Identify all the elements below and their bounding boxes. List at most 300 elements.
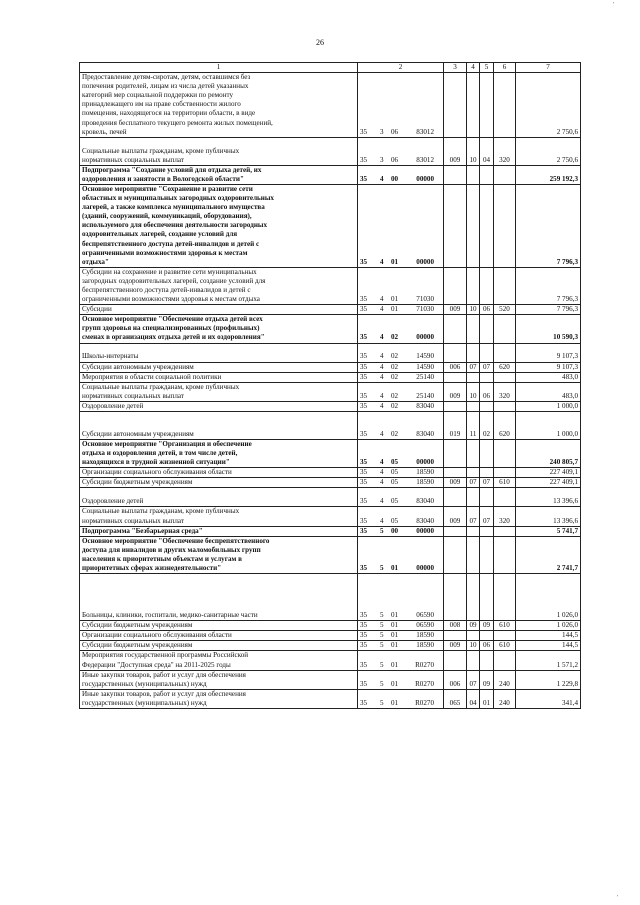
target-article-code xyxy=(358,507,444,526)
subsection-code: 06 xyxy=(480,305,494,315)
subsection-code xyxy=(480,267,494,304)
table-row xyxy=(80,440,581,468)
code-part-p3: 01 xyxy=(391,660,399,669)
table-row xyxy=(80,401,581,411)
code-part-p2: 5 xyxy=(380,621,384,630)
section-code xyxy=(467,343,480,362)
ministry-code xyxy=(444,73,467,138)
subsection-code xyxy=(480,165,494,184)
amount: 2 750,6 xyxy=(516,137,581,165)
code-part-p3: 01 xyxy=(391,611,399,620)
amount: 1 571,2 xyxy=(516,651,581,670)
target-article-code xyxy=(358,315,444,343)
ministry-code: 006 xyxy=(444,670,467,689)
amount: 9 107,3 xyxy=(516,362,581,372)
code-part-p3: 02 xyxy=(391,333,399,342)
expense-type-code xyxy=(494,267,516,304)
section-code xyxy=(467,372,480,382)
subsection-code: 01 xyxy=(480,689,494,708)
amount: 1 026,0 xyxy=(516,621,581,631)
row-name: Мероприятия в области социальной политики xyxy=(80,372,358,382)
row-name: Субсидии автономным учреждениям xyxy=(80,362,358,372)
header-col-6: 6 xyxy=(494,63,516,73)
subsection-code: 04 xyxy=(480,137,494,165)
target-article-code xyxy=(358,526,444,536)
code-part-p3: 02 xyxy=(391,372,399,381)
code-part-p1: 35 xyxy=(360,611,368,620)
header-col-4: 4 xyxy=(467,63,480,73)
code-part-p4: 83040 xyxy=(416,516,434,525)
code-part-p3: 01 xyxy=(391,641,399,650)
subsection-code: 06 xyxy=(480,641,494,651)
table-row xyxy=(80,536,581,573)
subsection-code xyxy=(480,468,494,478)
ministry-code: 009 xyxy=(444,641,467,651)
table-row xyxy=(80,488,581,507)
code-part-p3: 02 xyxy=(391,401,399,410)
subsection-code xyxy=(480,488,494,507)
expense-type-code xyxy=(494,73,516,138)
expense-type-code xyxy=(494,536,516,573)
code-part-p3: 02 xyxy=(391,429,399,438)
expense-type-code xyxy=(494,468,516,478)
amount: 7 796,3 xyxy=(516,184,581,267)
row-name: Школы-интернаты xyxy=(80,343,358,362)
table-row xyxy=(80,137,581,165)
expense-type-code: 320 xyxy=(494,137,516,165)
section-code: 04 xyxy=(467,689,480,708)
section-code: 07 xyxy=(467,670,480,689)
expense-type-code xyxy=(494,372,516,382)
code-part-p2: 4 xyxy=(380,401,384,410)
expense-type-code: 610 xyxy=(494,641,516,651)
code-part-p1: 35 xyxy=(360,372,368,381)
amount: 341,4 xyxy=(516,689,581,708)
expense-type-code: 320 xyxy=(494,507,516,526)
code-part-p4: R0270 xyxy=(415,698,434,707)
scan-mark: ' xyxy=(617,895,619,901)
code-part-p4: 71030 xyxy=(416,305,434,314)
expense-type-code xyxy=(494,440,516,468)
code-part-p4: 25140 xyxy=(416,391,434,400)
ministry-code: 009 xyxy=(444,305,467,315)
code-part-p4: 83012 xyxy=(416,155,434,164)
header-col-2: 2 xyxy=(358,63,444,73)
code-part-p4: R0270 xyxy=(415,679,434,688)
target-article-code xyxy=(358,412,444,440)
table-row xyxy=(80,267,581,304)
code-part-p4: 00000 xyxy=(416,257,434,266)
code-part-p2: 4 xyxy=(380,257,384,266)
ministry-code: 009 xyxy=(444,382,467,401)
code-part-p1: 35 xyxy=(360,564,368,573)
code-part-p2: 4 xyxy=(380,458,384,467)
subsection-code xyxy=(480,526,494,536)
code-part-p2: 4 xyxy=(380,333,384,342)
table-row xyxy=(80,305,581,315)
code-part-p3: 05 xyxy=(391,478,399,487)
code-part-p4: 00000 xyxy=(416,564,434,573)
row-name: Основное мероприятие "Организация и обеспечение отдыха и оздоровления детей, в том числе детей, находящихся в трудной жизненной ситуации" xyxy=(80,440,358,468)
code-part-p2: 3 xyxy=(380,127,384,136)
code-part-p4: 14590 xyxy=(416,362,434,371)
row-name: Основное мероприятие "Сохранение и развитие сети областных и муниципальных загородных оздоровительных лагерей, а также комплекса муниципального имущества (зданий, сооружений, коммуникаций, оборудования), используемого для обеспечения деятельности загородных оздоровительных лагерей, создание условий для беспрепятственного доступа детей-инвалидов и детей с ограниченными возможностями здоровья к местам отдыха" xyxy=(80,184,358,267)
table-row xyxy=(80,689,581,708)
target-article-code xyxy=(358,574,444,621)
subsection-code: 07 xyxy=(480,362,494,372)
header-col-1: 1 xyxy=(80,63,358,73)
subsection-code xyxy=(480,651,494,670)
table-row xyxy=(80,641,581,651)
target-article-code xyxy=(358,372,444,382)
subsection-code xyxy=(480,372,494,382)
amount: 144,5 xyxy=(516,641,581,651)
target-article-code xyxy=(358,184,444,267)
code-part-p1: 35 xyxy=(360,478,368,487)
code-part-p3: 05 xyxy=(391,497,399,506)
amount: 9 107,3 xyxy=(516,343,581,362)
section-code: 07 xyxy=(467,362,480,372)
subsection-code xyxy=(480,73,494,138)
expense-type-code xyxy=(494,401,516,411)
code-part-p2: 5 xyxy=(380,679,384,688)
code-part-p2: 4 xyxy=(380,516,384,525)
subsection-code xyxy=(480,401,494,411)
code-part-p2: 4 xyxy=(380,429,384,438)
ministry-code xyxy=(444,165,467,184)
code-part-p2: 4 xyxy=(380,372,384,381)
ministry-code xyxy=(444,401,467,411)
row-name: Организации социального обслуживания области xyxy=(80,631,358,641)
ministry-code: 019 xyxy=(444,412,467,440)
amount: 1 026,0 xyxy=(516,574,581,621)
scan-mark: ' xyxy=(613,2,615,8)
amount: 1 000,0 xyxy=(516,412,581,440)
table-row xyxy=(80,621,581,631)
target-article-code xyxy=(358,689,444,708)
expense-type-code: 240 xyxy=(494,670,516,689)
section-code: 11 xyxy=(467,412,480,440)
row-name: Иные закупки товаров, работ и услуг для обеспечения государственных (муниципальных) нужд xyxy=(80,670,358,689)
table-row xyxy=(80,412,581,440)
section-code: 10 xyxy=(467,641,480,651)
ministry-code: 006 xyxy=(444,362,467,372)
target-article-code xyxy=(358,468,444,478)
section-code xyxy=(467,536,480,573)
amount: 144,5 xyxy=(516,631,581,641)
row-name: Организации социального обслуживания области xyxy=(80,468,358,478)
table-body xyxy=(80,73,581,709)
code-part-p1: 35 xyxy=(360,660,368,669)
subsection-code: 07 xyxy=(480,478,494,488)
row-name: Субсидии автономным учреждениям xyxy=(80,412,358,440)
section-code xyxy=(467,488,480,507)
code-part-p4: 06590 xyxy=(416,621,434,630)
expense-type-code: 240 xyxy=(494,689,516,708)
ministry-code xyxy=(444,372,467,382)
code-part-p1: 35 xyxy=(360,174,368,183)
section-code xyxy=(467,315,480,343)
amount: 240 805,7 xyxy=(516,440,581,468)
code-part-p3: 01 xyxy=(391,295,399,304)
table-row xyxy=(80,670,581,689)
row-name: Субсидии на сохранение и развитие сети муниципальных загородных оздоровительных лагерей, создание условий для беспрепятственного доступа детей-инвалидов и детей с ограниченными возможностями здоровья к местам отдыха xyxy=(80,267,358,304)
section-code xyxy=(467,440,480,468)
target-article-code xyxy=(358,305,444,315)
code-part-p4: 25140 xyxy=(416,372,434,381)
code-part-p3: 02 xyxy=(391,391,399,400)
table-row xyxy=(80,343,581,362)
target-article-code xyxy=(358,401,444,411)
amount: 13 396,6 xyxy=(516,507,581,526)
subsection-code xyxy=(480,536,494,573)
section-code xyxy=(467,631,480,641)
code-part-p1: 35 xyxy=(360,305,368,314)
subsection-code xyxy=(480,184,494,267)
code-part-p3: 01 xyxy=(391,257,399,266)
code-part-p4: 18590 xyxy=(416,641,434,650)
expense-type-code: 620 xyxy=(494,362,516,372)
table-row xyxy=(80,372,581,382)
code-part-p1: 35 xyxy=(360,641,368,650)
expense-type-code: 610 xyxy=(494,478,516,488)
subsection-code: 09 xyxy=(480,621,494,631)
row-name: Социальные выплаты гражданам, кроме публичных нормативных социальных выплат xyxy=(80,137,358,165)
subsection-code xyxy=(480,574,494,621)
target-article-code xyxy=(358,440,444,468)
code-part-p2: 3 xyxy=(380,155,384,164)
target-article-code xyxy=(358,478,444,488)
code-part-p2: 4 xyxy=(380,497,384,506)
ministry-code: 008 xyxy=(444,621,467,631)
expense-type-code: 320 xyxy=(494,382,516,401)
section-code xyxy=(467,401,480,411)
target-article-code xyxy=(358,621,444,631)
section-code: 07 xyxy=(467,507,480,526)
expense-type-code xyxy=(494,574,516,621)
row-name: Мероприятия государственной программы Российской Федерации "Доступная среда" на 2011-2025 годы xyxy=(80,651,358,670)
code-part-p3: 01 xyxy=(391,305,399,314)
ministry-code xyxy=(444,315,467,343)
code-part-p2: 5 xyxy=(380,526,384,535)
code-part-p4: 83040 xyxy=(416,497,434,506)
code-part-p3: 06 xyxy=(391,155,399,164)
row-name: Иные закупки товаров, работ и услуг для обеспечения государственных (муниципальных) нужд xyxy=(80,689,358,708)
code-part-p4: 00000 xyxy=(416,526,434,535)
row-name: Субсидии бюджетным учреждениям xyxy=(80,621,358,631)
ministry-code: 009 xyxy=(444,478,467,488)
target-article-code xyxy=(358,670,444,689)
subsection-code xyxy=(480,631,494,641)
amount: 2 741,7 xyxy=(516,536,581,573)
subsection-code: 09 xyxy=(480,670,494,689)
table-row xyxy=(80,382,581,401)
code-part-p2: 4 xyxy=(380,362,384,371)
section-code xyxy=(467,267,480,304)
ministry-code xyxy=(444,651,467,670)
expense-type-code: 520 xyxy=(494,305,516,315)
code-part-p4: 14590 xyxy=(416,352,434,361)
amount: 1 229,8 xyxy=(516,670,581,689)
table-row xyxy=(80,651,581,670)
ministry-code xyxy=(444,536,467,573)
code-part-p3: 01 xyxy=(391,564,399,573)
code-part-p4: 18590 xyxy=(416,468,434,477)
header-col-7: 7 xyxy=(516,63,581,73)
code-part-p1: 35 xyxy=(360,295,368,304)
code-part-p1: 35 xyxy=(360,362,368,371)
ministry-code: 065 xyxy=(444,689,467,708)
code-part-p1: 35 xyxy=(360,679,368,688)
code-part-p3: 02 xyxy=(391,362,399,371)
code-part-p4: 18590 xyxy=(416,478,434,487)
target-article-code xyxy=(358,267,444,304)
expense-type-code xyxy=(494,488,516,507)
section-code xyxy=(467,526,480,536)
section-code xyxy=(467,468,480,478)
section-code: 10 xyxy=(467,305,480,315)
header-col-5: 5 xyxy=(480,63,494,73)
ministry-code: 009 xyxy=(444,137,467,165)
amount: 10 590,3 xyxy=(516,315,581,343)
code-part-p1: 35 xyxy=(360,429,368,438)
target-article-code xyxy=(358,651,444,670)
code-part-p2: 4 xyxy=(380,391,384,400)
row-name: Оздоровление детей xyxy=(80,401,358,411)
table-row xyxy=(80,468,581,478)
code-part-p4: 83040 xyxy=(416,401,434,410)
code-part-p2: 4 xyxy=(380,174,384,183)
amount: 227 409,1 xyxy=(516,468,581,478)
amount: 227 409,1 xyxy=(516,478,581,488)
code-part-p3: 00 xyxy=(391,526,399,535)
code-part-p2: 5 xyxy=(380,641,384,650)
code-part-p3: 05 xyxy=(391,468,399,477)
code-part-p2: 5 xyxy=(380,631,384,640)
code-part-p4: 83012 xyxy=(416,127,434,136)
row-name: Социальные выплаты гражданам, кроме публичных нормативных социальных выплат xyxy=(80,507,358,526)
code-part-p1: 35 xyxy=(360,698,368,707)
table-row xyxy=(80,526,581,536)
code-part-p3: 02 xyxy=(391,352,399,361)
code-part-p1: 35 xyxy=(360,497,368,506)
table-row xyxy=(80,631,581,641)
table-row xyxy=(80,184,581,267)
section-code: 10 xyxy=(467,137,480,165)
expense-type-code xyxy=(494,184,516,267)
code-part-p1: 35 xyxy=(360,333,368,342)
table-row xyxy=(80,165,581,184)
target-article-code xyxy=(358,165,444,184)
code-part-p3: 01 xyxy=(391,621,399,630)
target-article-code xyxy=(358,362,444,372)
row-name: Субсидии бюджетным учреждениям xyxy=(80,641,358,651)
code-part-p2: 4 xyxy=(380,295,384,304)
target-article-code xyxy=(358,631,444,641)
ministry-code xyxy=(444,267,467,304)
row-name: Оздоровление детей xyxy=(80,488,358,507)
code-part-p3: 06 xyxy=(391,127,399,136)
code-part-p4: 83040 xyxy=(416,429,434,438)
code-part-p1: 35 xyxy=(360,391,368,400)
amount: 1 000,0 xyxy=(516,401,581,411)
section-code xyxy=(467,165,480,184)
header-col-3: 3 xyxy=(444,63,467,73)
expense-type-code xyxy=(494,165,516,184)
code-part-p1: 35 xyxy=(360,401,368,410)
code-part-p1: 35 xyxy=(360,352,368,361)
amount: 7 796,3 xyxy=(516,305,581,315)
row-name: Подпрограмма "Безбарьерная среда" xyxy=(80,526,358,536)
ministry-code xyxy=(444,343,467,362)
row-name: Основное мероприятие "Обеспечение беспрепятственного доступа для инвалидов и других маломобильных групп населения к приоритетным объектам и услугам в приоритетных сферах жизнедеятельности" xyxy=(80,536,358,573)
subsection-code xyxy=(480,315,494,343)
target-article-code xyxy=(358,137,444,165)
expense-type-code xyxy=(494,651,516,670)
ministry-code xyxy=(444,574,467,621)
amount: 2 750,6 xyxy=(516,73,581,138)
section-code: 09 xyxy=(467,621,480,631)
table-row xyxy=(80,315,581,343)
expense-type-code: 610 xyxy=(494,621,516,631)
target-article-code xyxy=(358,641,444,651)
subsection-code: 06 xyxy=(480,382,494,401)
code-part-p2: 4 xyxy=(380,352,384,361)
code-part-p4: R0270 xyxy=(415,660,434,669)
code-part-p3: 01 xyxy=(391,698,399,707)
ministry-code xyxy=(444,184,467,267)
amount: 5 741,7 xyxy=(516,526,581,536)
code-part-p1: 35 xyxy=(360,468,368,477)
ministry-code xyxy=(444,440,467,468)
amount: 7 796,3 xyxy=(516,267,581,304)
code-part-p4: 00000 xyxy=(416,458,434,467)
table-row xyxy=(80,574,581,621)
section-code: 10 xyxy=(467,382,480,401)
row-name: Больницы, клиники, госпитали, медико-санитарные части xyxy=(80,574,358,621)
subsection-code xyxy=(480,440,494,468)
code-part-p3: 00 xyxy=(391,174,399,183)
section-code xyxy=(467,73,480,138)
ministry-code xyxy=(444,631,467,641)
row-name: Подпрограмма "Создание условий для отдыха детей, их оздоровления и занятости в Вологодской области" xyxy=(80,165,358,184)
amount: 483,0 xyxy=(516,372,581,382)
code-part-p4: 18590 xyxy=(416,631,434,640)
amount: 13 396,6 xyxy=(516,488,581,507)
target-article-code xyxy=(358,536,444,573)
code-part-p1: 35 xyxy=(360,516,368,525)
section-code: 07 xyxy=(467,478,480,488)
code-part-p4: 00000 xyxy=(416,333,434,342)
code-part-p2: 4 xyxy=(380,468,384,477)
budget-table xyxy=(79,62,581,709)
expense-type-code xyxy=(494,343,516,362)
table-row xyxy=(80,478,581,488)
subsection-code xyxy=(480,343,494,362)
expense-type-code xyxy=(494,631,516,641)
section-code xyxy=(467,184,480,267)
row-name: Социальные выплаты гражданам, кроме публичных нормативных социальных выплат xyxy=(80,382,358,401)
code-part-p1: 35 xyxy=(360,526,368,535)
expense-type-code xyxy=(494,526,516,536)
code-part-p1: 35 xyxy=(360,458,368,467)
section-code xyxy=(467,574,480,621)
code-part-p3: 05 xyxy=(391,516,399,525)
row-name: Предоставление детям-сиротам, детям, оставшимся без попечения родителей, лицам из числа детей указанных категорий мер социальной поддержки по ремонту принадлежащего им на праве собственности жилого помещения, находящегося на территории области, в виде проведения бесплатного текущего ремонта жилых помещений, кровель, печей xyxy=(80,73,358,138)
code-part-p1: 35 xyxy=(360,621,368,630)
code-part-p2: 5 xyxy=(380,564,384,573)
table-row xyxy=(80,507,581,526)
